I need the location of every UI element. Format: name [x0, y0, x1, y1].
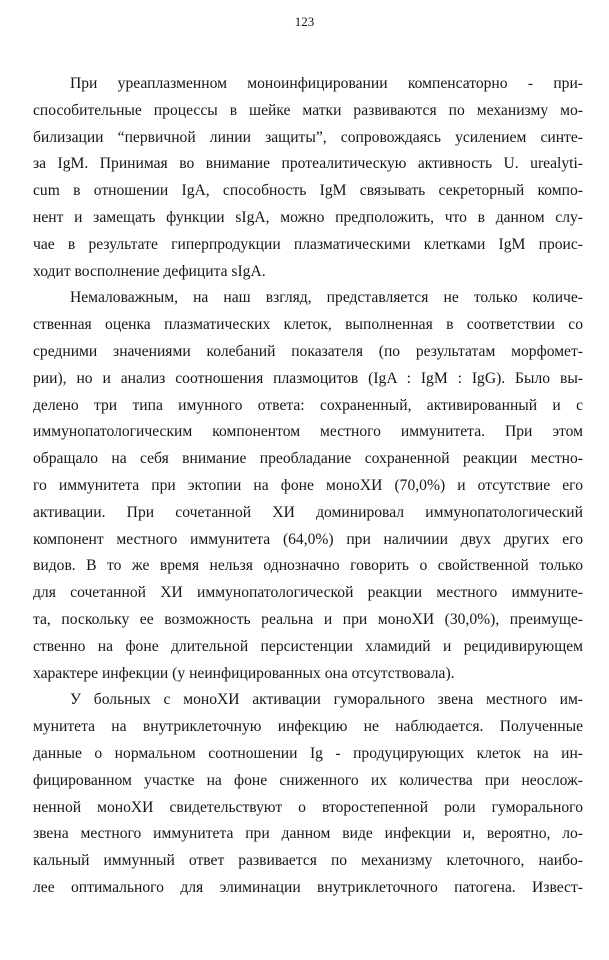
- text-line: средними значениями колебаний показателя (по результатам морфомет-: [33, 342, 583, 360]
- text-line: чае в результате гиперпродукции плазматическими клетками IgM проис-: [33, 235, 583, 253]
- text-line: кальный иммунный ответ развивается по механизму клеточного, наибо-: [33, 852, 583, 870]
- text-line: билизации “первичной линии защиты”, сопровождаясь усилением синте-: [33, 128, 583, 146]
- text-line: ходит восполнение дефицита sIgA.: [33, 262, 266, 280]
- page-number: 123: [294, 14, 315, 29]
- text-line: характере инфекции (у неинфицированных она отсутствовала).: [33, 664, 455, 682]
- text-line: нент и замещать функции sIgA, можно предположить, что в данном слу-: [33, 208, 583, 226]
- text-line: мунитета на внутриклеточную инфекцию не наблюдается. Полученные: [33, 718, 583, 736]
- paragraph-2: [33, 285, 583, 687]
- text-line: cum в отношении IgA, способность IgM связывать секреторный компо-: [33, 182, 583, 200]
- text-line: У больных с моноХИ активации гуморального звена местного им-: [70, 691, 583, 709]
- body-text: [33, 71, 583, 902]
- text-line: за IgM. Принимая во внимание протеалитическую активность U. urealyti-: [33, 155, 583, 173]
- text-line: звена местного иммунитета при данном виде инфекции и, вероятно, ло-: [33, 825, 583, 843]
- text-line: фицированном участке на фоне сниженного их количества при неослож-: [33, 771, 583, 789]
- text-line: ственная оценка плазматических клеток, выполненная в соответствии со: [33, 316, 583, 334]
- text-line: делено три типа имунного ответа: сохраненный, активированный и с: [33, 396, 583, 414]
- text-line: активации. При сочетанной ХИ доминировал иммунопатологический: [33, 503, 583, 521]
- text-line: ненной моноХИ свидетельствуют о второстепенной роли гуморального: [33, 798, 583, 816]
- paragraph-1: [33, 71, 583, 285]
- text-line: ственно на фоне длительной персистенции хламидий и рецидивирующем: [33, 637, 583, 655]
- text-line: видов. В то же время нельзя однозначно говорить о свойственной только: [33, 557, 583, 575]
- text-line: данные о нормальном соотношении Ig - продуцирующих клеток на ин-: [33, 744, 583, 762]
- text-line: для сочетанной ХИ иммунопатологической реакции местного иммуните-: [33, 584, 583, 602]
- text-line: обращало на себя внимание преобладание сохраненной реакции местно-: [33, 450, 583, 468]
- text-line: лее оптимального для элиминации внутриклеточного патогена. Извест-: [33, 878, 583, 896]
- text-line: способительные процессы в шейке матки развиваются по механизму мо-: [33, 101, 583, 119]
- text-line: компонент местного иммунитета (64,0%) при наличиии двух других его: [33, 530, 583, 548]
- text-line: та, поскольку ее возможность реальна и при моноХИ (30,0%), преимуще-: [33, 610, 583, 628]
- text-line: Немаловажным, на наш взгляд, представляется не только количе-: [70, 289, 583, 307]
- text-line: иммунопатологическим компонентом местного иммунитета. При этом: [33, 423, 583, 441]
- text-line: При уреаплазменном моноинфицировании компенсаторно - при-: [70, 75, 583, 92]
- text-line: го иммунитета при эктопии на фоне моноХИ (70,0%) и отсутствие его: [33, 476, 583, 494]
- paragraph-3: [33, 687, 583, 901]
- text-line: рии), но и анализ соотношения плазмоцитов (IgA : IgM : IgG). Было вы-: [33, 369, 583, 387]
